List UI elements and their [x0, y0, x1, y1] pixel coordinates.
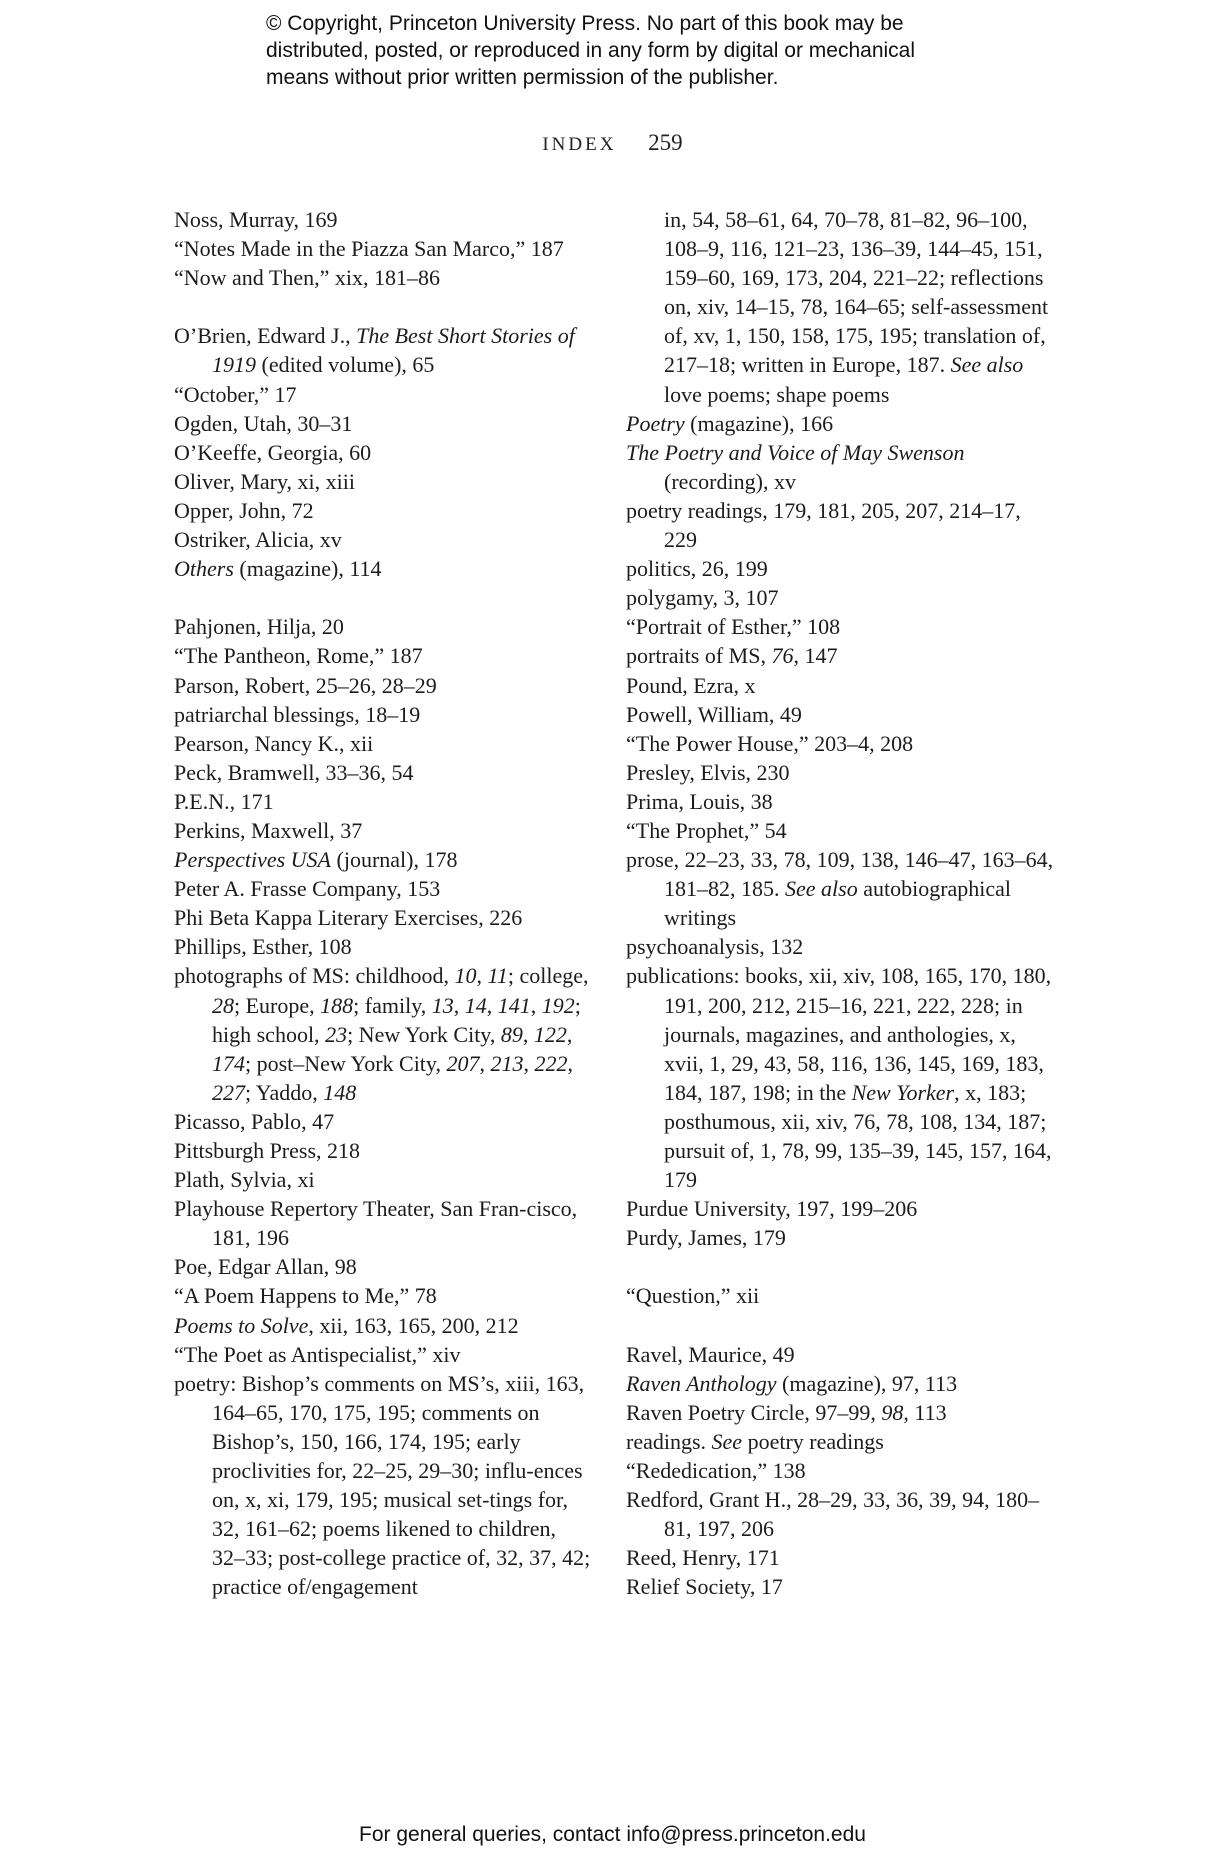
- index-entry: “Now and Then,” xix, 181–86: [174, 265, 440, 291]
- index-entry: Peck, Bramwell, 33–36, 54: [174, 759, 414, 785]
- running-head: [0, 130, 1225, 156]
- index-entry: polygamy, 3, 107: [626, 585, 779, 611]
- index-entry: Poe, Edgar Allan, 98: [174, 1254, 357, 1280]
- index-entry: “Question,” xii: [626, 1283, 760, 1309]
- index-entry: Relief Society, 17: [626, 1574, 783, 1600]
- index-entry: “The Power House,” 203–4, 208: [626, 730, 914, 756]
- index-entry: Purdy, James, 179: [626, 1225, 786, 1251]
- index-entry: Playhouse Repertory Theater, San Fran-cisco, 181, 196: [174, 1196, 578, 1251]
- index-entry: “October,” 17: [174, 381, 297, 407]
- index-entry: “A Poem Happens to Me,” 78: [174, 1283, 437, 1309]
- index-entry: Pahjonen, Hilja, 20: [174, 614, 344, 640]
- index-entry: “Rededication,” 138: [626, 1458, 806, 1484]
- index-entry: portraits of MS, 76, 147: [626, 643, 838, 669]
- index-entry: Others (magazine), 114: [174, 556, 382, 582]
- index-entry: publications: books, xii, xiv, 108, 165, 170, 180, 191, 200, 212, 215–16, 221, 222, 228; in journals, magazines, and anthologies, x, xvii, 1, 29, 43, 58, 116, 136, 145, 169, 183, 184, 187, 198; in the New Yorker, x, 183; posthumous, xii, xiv, 76, 78, 108, 134, 187; pursuit of, 1, 78, 99, 135–39, 145, 157, 164, 179: [626, 963, 1052, 1193]
- index-entry: Poems to Solve, xii, 163, 165, 200, 212: [174, 1312, 519, 1338]
- index-entry: Noss, Murray, 169: [174, 207, 338, 232]
- index-entry: Pound, Ezra, x: [626, 672, 756, 698]
- index-entry: psychoanalysis, 132: [626, 934, 804, 960]
- index-entry: Raven Anthology (magazine), 97, 113: [626, 1370, 958, 1396]
- index-entry: Phi Beta Kappa Literary Exercises, 226: [174, 905, 523, 931]
- index-entry: “The Prophet,” 54: [626, 817, 787, 843]
- copyright-line: means without prior written permission of the publisher.: [266, 66, 779, 89]
- copyright-notice: [266, 10, 1026, 91]
- index-entry: Ogden, Utah, 30–31: [174, 410, 353, 436]
- index-entry: Pearson, Nancy K., xii: [174, 730, 374, 756]
- index-entry: “Notes Made in the Piazza San Marco,” 187: [174, 236, 564, 262]
- copyright-line: © Copyright, Princeton University Press. No part of this book may be: [266, 12, 904, 35]
- index-entry: Opper, John, 72: [174, 497, 314, 523]
- index-entry: Picasso, Pablo, 47: [174, 1108, 335, 1134]
- index-entry: Oliver, Mary, xi, xiii: [174, 468, 355, 494]
- page-number: 259: [648, 130, 683, 155]
- index-entry: O’Keeffe, Georgia, 60: [174, 439, 372, 465]
- index-entry: “Portrait of Esther,” 108: [626, 614, 841, 640]
- index-column-left: [174, 205, 594, 1602]
- index-entry: P.E.N., 171: [174, 788, 274, 814]
- index-column-right: [626, 205, 1056, 1602]
- index-entry: Pittsburgh Press, 218: [174, 1138, 361, 1163]
- section-gap: [174, 583, 594, 612]
- index-entry: Presley, Elvis, 230: [626, 759, 790, 785]
- section-gap: [626, 1311, 1056, 1340]
- index-entry: Poetry (magazine), 166: [626, 410, 834, 436]
- index-entry: Purdue University, 197, 199–206: [626, 1196, 918, 1222]
- index-entry: photographs of MS: childhood, 10, 11; college, 28; Europe, 188; family, 13, 14, 141, 192; high school, 23; New York City, 89, 122, 174; post–New York City, 207, 213, 222, 227; Yaddo, 148: [174, 963, 589, 1105]
- index-entry: Ostriker, Alicia, xv: [174, 527, 342, 553]
- index-entry: Prima, Louis, 38: [626, 788, 773, 814]
- index-entry: Perspectives USA (journal), 178: [174, 847, 458, 873]
- index-entry: Plath, Sylvia, xi: [174, 1167, 315, 1193]
- section-gap: [626, 1252, 1056, 1281]
- index-entry: The Poetry and Voice of May Swenson (recording), xv: [626, 439, 965, 494]
- index-entry: O’Brien, Edward J., The Best Short Stories of 1919 (edited volume), 65: [174, 323, 575, 378]
- index-entry: poetry: Bishop’s comments on MS’s, xiii, 163, 164–65, 170, 175, 195; comments on Bishop’s, 150, 166, 174, 195; early proclivities for, 22–25, 29–30; influ-ences on, x, xi, 179, 195; musical set-tings for, 32, 161–62; poems likened to children, 32–33; post-college practice of, 32, 37, 42; practice of/engagement: [174, 1370, 591, 1600]
- footer-contact: For general queries, contact info@press.princeton.edu: [359, 1823, 866, 1846]
- index-entry: poetry readings, 179, 181, 205, 207, 214–17, 229: [626, 497, 1021, 553]
- index-entry: “The Poet as Antispecialist,” xiv: [174, 1341, 461, 1367]
- index-entry: Peter A. Frasse Company, 153: [174, 876, 441, 902]
- index-entry: Perkins, Maxwell, 37: [174, 817, 363, 843]
- section-gap: [174, 292, 594, 321]
- index-entry: prose, 22–23, 33, 78, 109, 138, 146–47, 163–64, 181–82, 185. See also autobiographical writings: [626, 847, 1054, 931]
- index-entry: Powell, William, 49: [626, 701, 802, 727]
- index-entry: patriarchal blessings, 18–19: [174, 701, 421, 727]
- index-entry: politics, 26, 199: [626, 556, 768, 582]
- index-entry: Reed, Henry, 171: [626, 1545, 780, 1571]
- running-head-label: INDEX: [542, 134, 617, 155]
- index-entry: Raven Poetry Circle, 97–99, 98, 113: [626, 1399, 947, 1425]
- copyright-line: distributed, posted, or reproduced in any form by digital or mechanical: [266, 39, 916, 62]
- index-entry: “The Pantheon, Rome,” 187: [174, 643, 423, 669]
- index-entry: Parson, Robert, 25–26, 28–29: [174, 672, 437, 698]
- index-entry: in, 54, 58–61, 64, 70–78, 81–82, 96–100, 108–9, 116, 121–23, 136–39, 144–45, 151, 159–60, 169, 173, 204, 221–22; reflections on, xiv, 14–15, 78, 164–65; self-assessment of, xv, 1, 150, 158, 175, 195; translation of, 217–18; written in Europe, 187. See also love poems; shape poems: [664, 207, 1049, 407]
- index-entry: Redford, Grant H., 28–29, 33, 36, 39, 94, 180–81, 197, 206: [626, 1487, 1040, 1542]
- index-entry: readings. See poetry readings: [626, 1428, 884, 1454]
- index-entry: Ravel, Maurice, 49: [626, 1341, 795, 1367]
- index-entry: Phillips, Esther, 108: [174, 934, 352, 960]
